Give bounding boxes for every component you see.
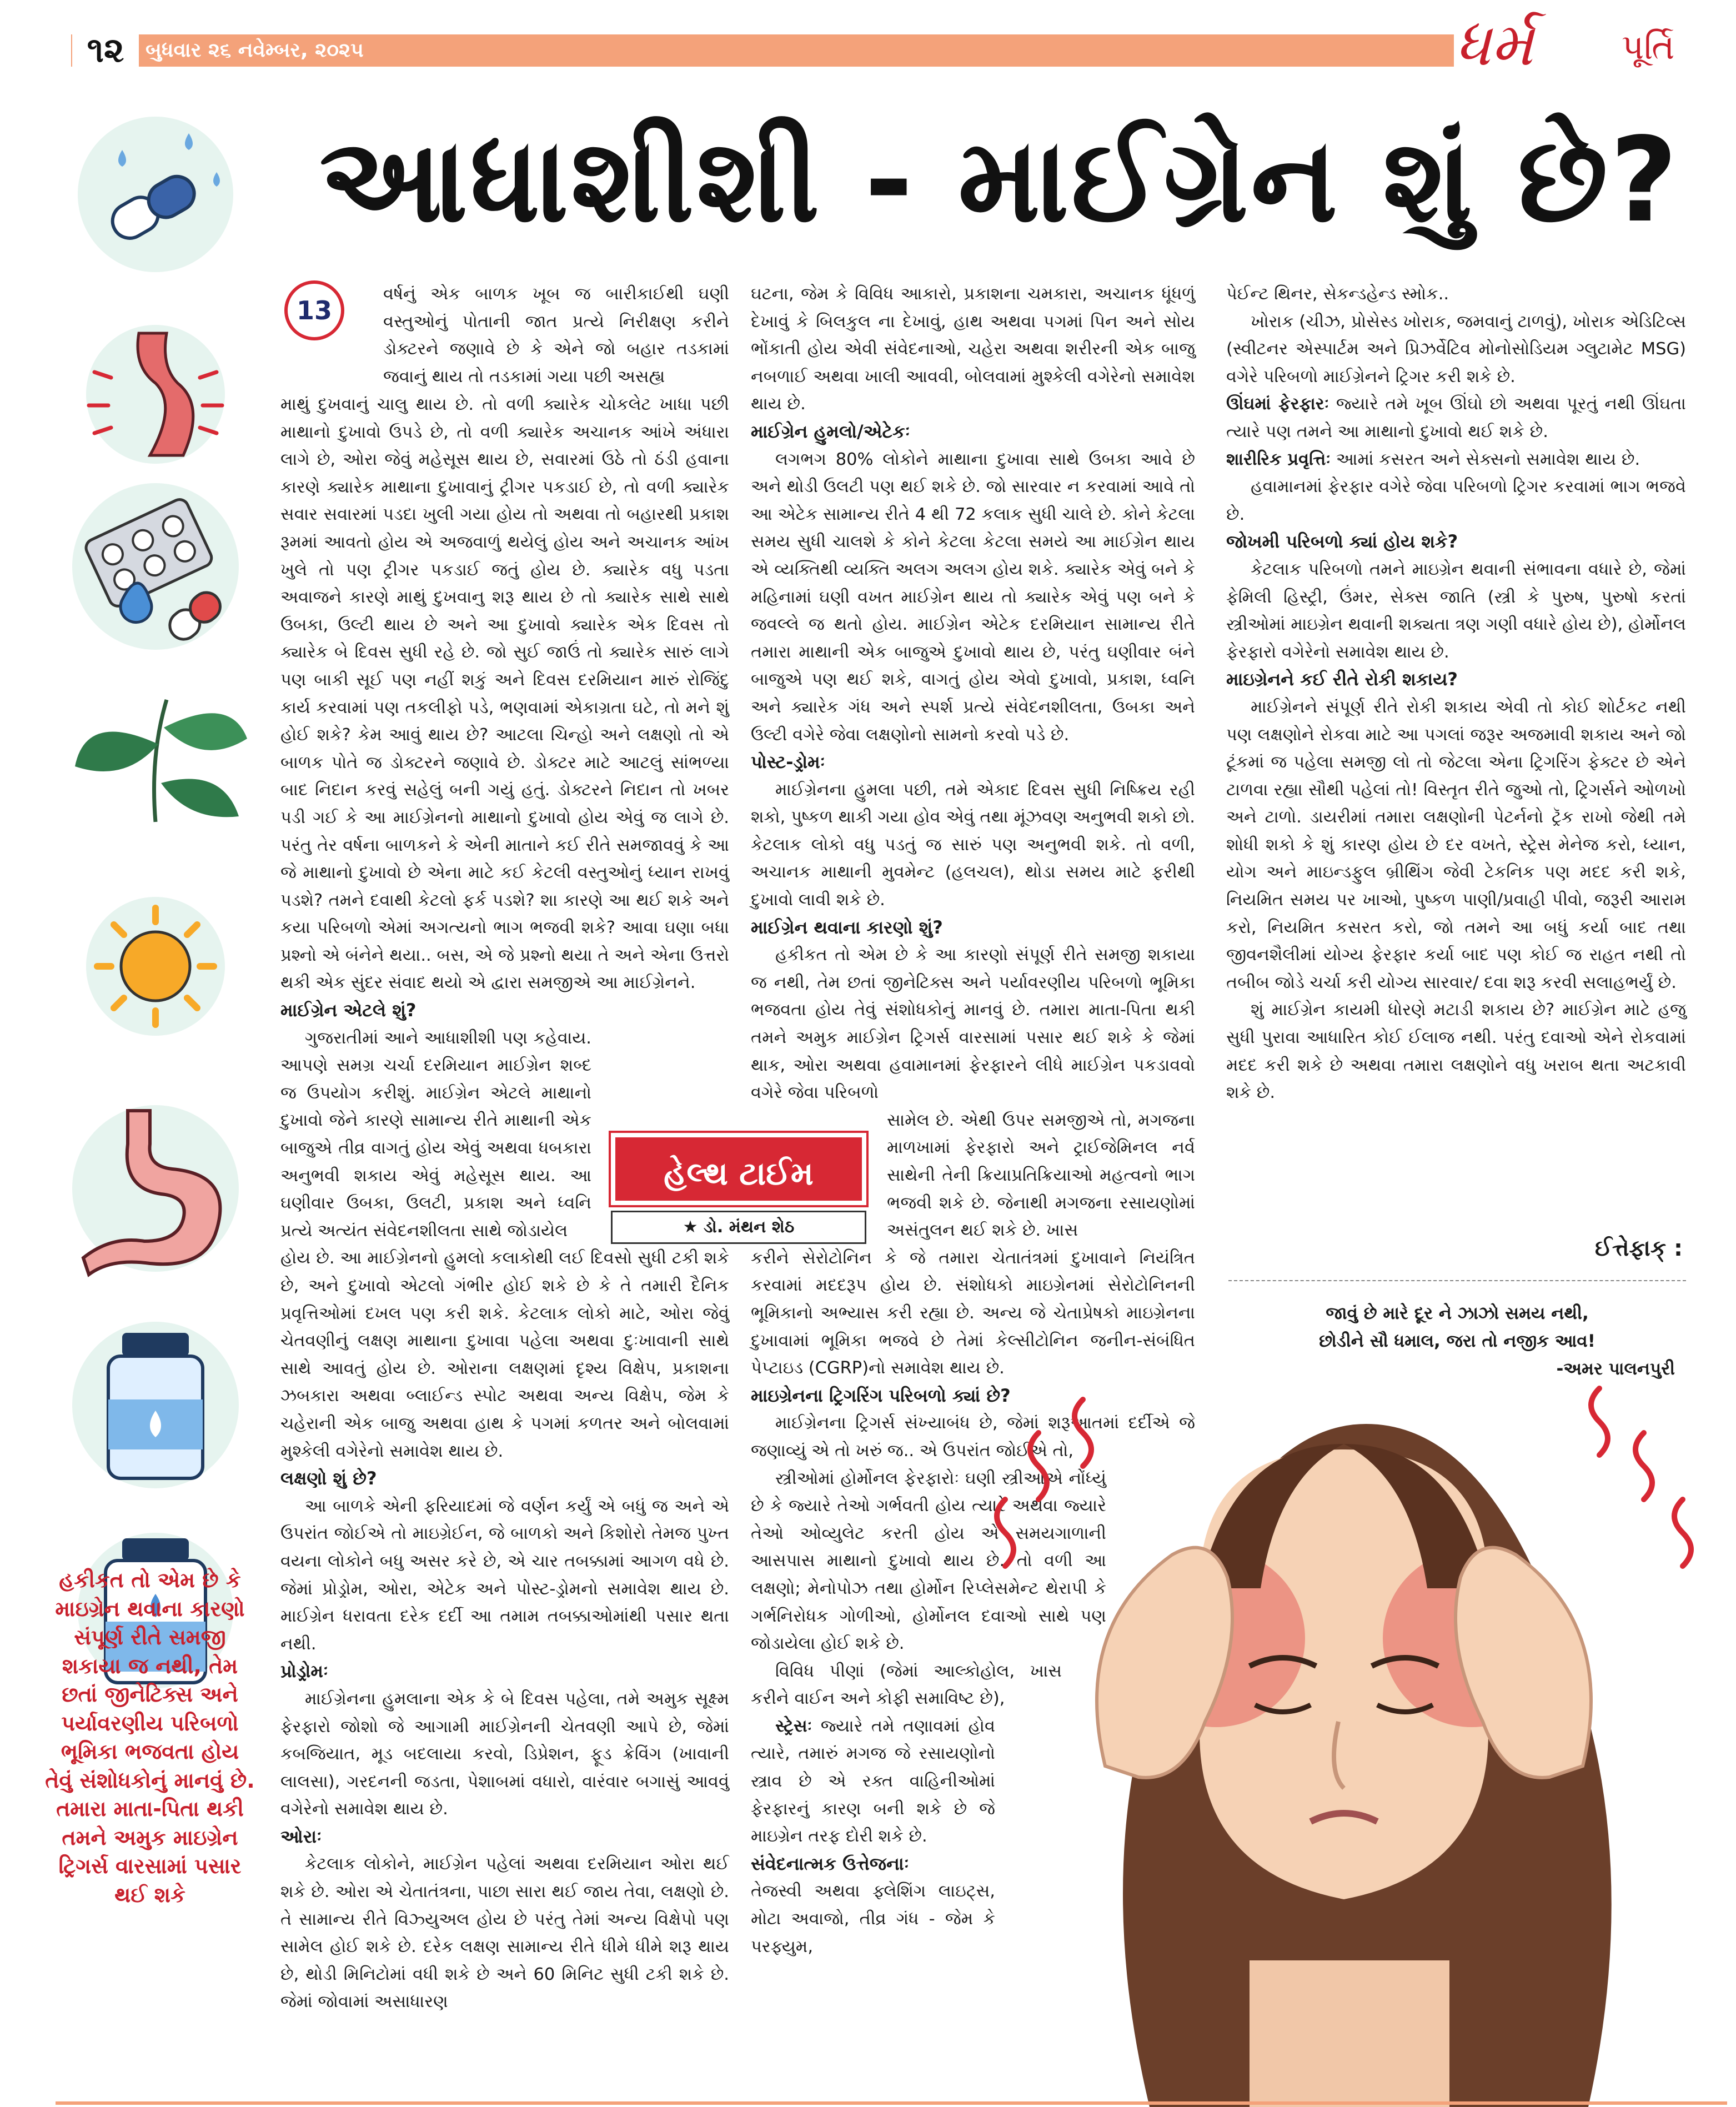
sleep-label: ઊંઘમાં ફેરફારઃ (1226, 394, 1329, 414)
supplement-logo-script: ધર્મ (1455, 10, 1534, 79)
woman-headache-illustration (939, 1377, 1736, 2107)
col2-paragraph: ઘટના, જેમ કે વિવિધ આકારો, પ્રકાશના ચમકારા, અચાનક ધૂંધળું દેખાવું કે બિલકુલ ના દેખાવું, હાથ અથવા પગમાં પિન અને સોય ભોંકાતી હોય એવી સંવેદનાઓ, ચહેરા અથવા શરીરની એક બાજુ નબળાઈ અથવા ખાલી આવવી, બોલવામાં મુશ્કેલી વગેરેનો સમાવેશ થાય છે. (751, 284, 1195, 414)
col3-paragraph: પેઈન્ટ થિનર, સેકન્ડહેન્ડ સ્મોક.. (1226, 284, 1449, 304)
ittefaq-poem (1228, 1300, 1686, 1383)
col3-paragraph: શું માઈગ્રેન કાયમી ધોરણે મટાડી શકાય છે? માઈગ્રેન માટે હજુ સુધી પુરાવા આધારિત કોઈ ઈલાજ નથી. પરંતુ દવાઓ એને રોકવામાં મદદ કરી શકે છે અથવા તમારા લક્ષણોને વધુ ખરાબ થતા અટકાવી શકે છે. (1226, 1000, 1686, 1103)
col3-paragraph: હવામાનમાં ફેરફાર વગેરે જેવા પરિબળો ટ્રિગર કરવામાં ભાગ ભજવે છે. (1226, 477, 1686, 524)
col2-paragraph: કરીને સેરોટોનિન કે જે તમારા ચેતાતંત્રમાં દુખાવાને નિયંત્રિત કરવામાં મદદરૂપ હોય છે. સંશોધકો માઇગ્રેનમાં સેરોટોનિનની ભૂમિકાનો અભ્યાસ કરી રહ્યા છે. અન્ય જે ચેતાપ્રેષકો માઇગ્રેનના દુખાવામાં ભૂમિકા ભજવે છે તેમાં કેલ્સીટોનિન જનીન-સંબંધિત પેપ્ટાઇડ (CGRP)નો સમાવેશ થાય છે. (751, 1248, 1195, 1378)
col2-paragraph: માઈગ્રેનના હુમલા પછી, તમે એકાદ દિવસ સુધી નિષ્ક્રિય રહી શકો, પુષ્કળ થાકી ગયા હોવ એવું તથા મૂંઝવણ અનુભવી શકો છો. કેટલાક લોકો વધુ પડતું જ સારું પણ અનુભવી શકે. તો વળી, અચાનક માથાની મુવમેન્ટ (હલચલ), થોડા સમય માટે ફરીથી દુખાવો લાવી શકે છે. (751, 780, 1195, 910)
issue-number-badge: 13 (284, 280, 344, 340)
section-heading-sensory: સંવેદનાત્મક ઉત્તેજનાઃ (751, 1853, 909, 1874)
activity-label: શારીરિક પ્રવૃત્તિઃ (1226, 449, 1331, 469)
col1-paragraph: હોય છે. આ માઈગ્રેનનો હુમલો કલાકોથી લઈ દિવસો સુધી ટકી શકે છે, અને દુખાવો એટલો ગંભીર હોઈ શકે છે કે તે તમારી દૈનિક પ્રવૃત્તિઓમાં દખલ પણ કરી શકે. કેટલાક લોકો માટે, ઓરા જેવું ચેતવણીનું લક્ષણ માથાના દુખાવા પહેલા અથવા દુઃખાવાની સાથે સાથે આવતું હોય છે. ઓરાના લક્ષણમાં દૃશ્ય વિક્ષેપ, પ્રકાશના ઝબકારા અથવા બ્લાઈન્ડ સ્પોટ અથવા અન્ય વિક્ષેપ, જેમ કે ચહેરાની એક બાજુ અથવા હાથ કે પગમાં કળતર અને બોલવામાં મુશ્કેલી વગેરેનો સમાવેશ થાય છે. (280, 1248, 729, 1461)
pull-quote: હકીકત તો એમ છે કે માઇગ્રેન થવાના કારણો સંપૂર્ણ રીતે સમજી શકાયા જ નથી, તેમ છતાં જીનેટિક્સ અને પર્યાવરણીય પરિબળો ભૂમિકા ભજવતા હોય તેવું સંશોધકોનું માનવું છે. તમારા માતા-પિતા થકી તમને અમુક માઇગ્રેન ટ્રિગર્સ વારસામાં પસાર થઈ શકે (45, 1568, 255, 1907)
col2-paragraph: સ્ત્રીઓમાં હોર્મોનલ ફેરફારોઃ ઘણી સ્ત્રીઓએ નોંધ્યું છે કે જ્યારે તેઓ ગર્ભવતી હોય ત્યારે અથવા જ્યારે તેઓ ઓવ્યુલેટ કરતી હોય એ સમયગાળાની આસપાસ માથાનો દુખાવો થાય છે. તો વળી આ લક્ષણો; મેનોપોઝ તથા હોર્મોન રિપ્લેસમેન્ટ થેરાપી કે ગર્ભનિરોધક ગોળીઓ, હોર્મોનલ દવાઓ સાથે પણ જોડાયેલા હોઈ શકે છે. (751, 1468, 1106, 1654)
page-number: ૧૨ (72, 28, 139, 72)
col2-paragraph: માઈગ્રેનના ટ્રિગર્સ સંખ્યાબંધ છે, જેમાં શરૂઆતમાં દર્દીએ જે જણાવ્યું એ તો ખરું જ.. એ ઉપરાંત જોઈએ તો, (751, 1413, 1195, 1461)
article-column-3 (1226, 280, 1686, 1107)
section-heading-what: માઈગ્રેન એટલે શું? (280, 1000, 417, 1021)
poem-line-2: છોડીને સૌ ધમાલ, જરા તો નજીક આવ! (1319, 1331, 1595, 1351)
section-heading-triggers: માઇગ્રેનના ટ્રિગરિંગ પરિબળો ક્યાં છે? (751, 1384, 1011, 1406)
sun-icon (56, 894, 255, 1039)
col1-paragraph: માઈગ્રેનના હુમલાના એક કે બે દિવસ પહેલા, તમે અમુક સૂક્ષ્મ ફેરફારો જોશો જે આગામી માઈગ્રેનની ચેતવણી આપે છે, જેમાં કબજિયાત, મૂડ બદલાયા કરવો, ડિપ્રેશન, ફૂડ ક્રેવિંગ (ખાવાની લાલસા), ગરદનની જડતા, પેશાબમાં વધારો, વારંવાર બગાસું આવવું વગેરેનો સમાવેશ થાય છે. (280, 1689, 729, 1819)
section-heading-risk: જોખમી પરિબળો ક્યાં હોય શકે? (1226, 531, 1458, 553)
col2-paragraph: સામેલ છે. એથી ઉપર સમજીએ તો, મગજના માળખામાં ફેરફારો અને ટ્રાઈજેમિનલ નર્વ સાથેની તેની ક્રિયાપ્રતિક્રિયાઓ મહત્વનો ભાગ ભજવી શકે છે. જેનાથી મગજના રસાયણોમાં અસંતુલન થઈ શકે છે. ખાસ (887, 1110, 1195, 1241)
col2-paragraph: તેજસ્વી અથવા ફ્લેશિંગ લાઇટ્સ, મોટા અવાજો, તીવ્ર ગંધ - જેમ કે પરફ્યુમ, (751, 1882, 995, 1956)
supplement-logo (1455, 6, 1733, 89)
poem-line-1: જાવું છે મારે દૂર ને ઝાઝો સમય નથી, (1326, 1303, 1589, 1323)
stress-text: જ્યારે તમે તણાવમાં હોવ ત્યારે, તમારું મગજ જે રસાયણોનો સ્ત્રાવ છે એ રક્ત વાહિનીઓમાં ફેરફારનું કારણ બની શકે છે જે માઇગ્રેન તરફ દોરી શકે છે. (751, 1716, 995, 1847)
health-icon-strip (56, 111, 255, 1566)
supplement-logo-word: પૂર્તિ (1622, 27, 1675, 67)
activity-text: આમાં કસરત અને સેક્સનો સમાવેશ થાય છે. (1336, 449, 1640, 469)
bottom-rule (56, 2101, 1727, 2105)
col1-paragraph: ગુજરાતીમાં આને આધાશીશી પણ કહેવાય. આપણે સમગ્ર ચર્ચા દરમિયાન માઈગ્રેન શબ્દ જ ઉપયોગ કરીશું. માઈગ્રેન એટલે માથાનો દુખાવો જેને કારણે સામાન્ય રીતે માથાની એક બાજુએ તીવ્ર વાગતું હોય એવું અથવા ધબકારા અનુભવી શકાય એવું મહેસૂસ થાય. આ ઘણીવાર ઉબકા, ઉલટી, પ્રકાશ અને ધ્વનિ પ્રત્યે અત્યંત સંવેદનશીલતા સાથે જોડાયેલ (280, 1028, 591, 1241)
col3-paragraph (1226, 390, 1686, 445)
capsule-icon (56, 111, 255, 278)
stomach-icon (56, 1100, 255, 1277)
ittefaq-divider (1228, 1280, 1686, 1281)
inflamed-throat-icon (56, 322, 255, 466)
col3-paragraph: ખોરાક (ચીઝ, પ્રોસેસ્ડ ખોરાક, જમવાનું ટાળવું), ખોરાક એડિટિવ્સ (સ્વીટનર એસ્પાર્ટમ અને પ્રિઝર્વેટિવ મોનોસોડિયમ ગ્લુટામેટ MSG) વગેરે પરિબળો માઈગ્રેનને ટ્રિગર કરી શકે છે. (1226, 312, 1686, 387)
health-time-title: હેલ્થ ટાઈમ (611, 1133, 866, 1205)
col1-intro-text: વર્ષનું એક બાળક ખૂબ જ બારીકાઈથી ઘણી વસ્તુઓનું પોતાની જાત પ્રત્યે નિરીક્ષણ કરીને ડોક્ટરને જણાવે છે કે એને જો બહાર તડકામાં જવાનું થાય તો તડકામાં ગયા પછી અસહ્ય (383, 284, 729, 387)
page-title: આધાશીશી - માઈગ્રેન શું છે? (319, 112, 1680, 248)
col3-paragraph: માઈગ્રેનને સંપૂર્ણ રીતે રોકી શકાય એવી તો કોઈ શોર્ટકટ નથી પણ લક્ષણોને રોકવા માટે આ પગલાં જરૂર અજમાવી શકાય અને જો ટૂંકમાં જ પહેલા સમજી લો તો જેટલા એના ટ્રિગરિંગ ફેક્ટર છે એને ટાળવા રહ્યા સૌથી પહેલાં તો! વિસ્તૃત રીતે જુઓ તો, ટ્રિગર્સને ઓળખો અને ટાળો. ડાયરીમાં તમારા લક્ષણોની પેટર્નનો ટ્રૅક રાખો જેથી તમે શોધી શકો કે શું કારણ હોય છે દર વખતે, સ્ટ્રેસ મેનેજ કરો, ધ્યાન, યોગ અને માઇન્ડફુલ બ્રીથિંગ જેવી ટેકનિક પણ મદદ કરી શકે, નિયમિત સમય પર ખાઓ, પુષ્કળ પાણી/પ્રવાહી પીવો, જરૂરી આરામ કરો, નિયમિત કસરત કરો, જો તમને આ બધું કર્યા બાદ તથા જીવનશૈલીમાં યોગ્ય ફેરફાર કર્યા બાદ પણ કોઈ જ રાહત નથી તો તબીબ જોડે ચર્ચા કરી યોગ્ય સારવાર/ દવા શરૂ કરવી સલાહભર્યું છે. (1226, 697, 1686, 992)
header-date: બુધવાર ૨૬ નવેમ્બર, ૨૦૨૫ (145, 39, 364, 62)
poem-author: -અમર પાલનપુરી (1556, 1359, 1675, 1379)
plant-leaves-icon (56, 683, 255, 827)
col2-paragraph: હકીકત તો એમ છે કે આ કારણો સંપૂર્ણ રીતે સમજી શકાયા જ નથી, તેમ છતાં જીનેટિક્સ અને પર્યાવરણીય પરિબળો ભૂમિકા ભજવતા હોય તેવું સંશોધકોનું માનવું છે. તમારા માતા-પિતા થકી તમને અમુક માઈગ્રેન ટ્રિગર્સ વારસામાં પસાર થઈ શકે કે જેમાં થાક, ઓરા અથવા હવામાનમાં ફેરફારને લીધે માઈગ્રેન પકડાવવો વગેરે જેવા પરિબળો (751, 945, 1195, 1103)
col2-paragraph: લગભગ 80% લોકોને માથાના દુખાવા સાથે ઉબકા આવે છે અને થોડી ઉલટી પણ થઈ શકે છે. જો સારવાર ન કરવામાં આવે તો આ એટેક સામાન્ય રીતે 4 થી 72 કલાક સુધી ચાલે છે. કોને કેટલા સમય સુધી ચાલશે કે કોને કેટલા કેટલા સમયે આ માઈગ્રેન થાય એ વ્યક્તિથી વ્યક્તિ અલગ અલગ હોય શકે. ક્યારેક એવું બને કે મહિનામાં ઘણી વખત માઈગ્રેન થાય તો ક્યારેક એવું પણ બને કે જવલ્લે જ થતો હોય. માઈગ્રેન એટેક દરમિયાન સામાન્ય રીતે તમારા માથાની એક બાજુએ દુખાવો થાય છે, પરંતુ ઘણીવાર બંને બાજુએ પણ થઈ શકે, વાગતું હોય એવો દુખાવો, પ્રકાશ, ધ્વનિ અને ક્યારેક ગંધ અને સ્પર્શ પ્રત્યે સંવેદનશીલતા, ઉબકા અને ઉલ્ટી વગેરે જેવા લક્ષણોનો સામનો કરવો પડે છે. (751, 449, 1195, 745)
col1-paragraph: માથું દુખવાનું ચાલુ થાય છે. તો વળી ક્યારેક ચોકલેટ ખાધા પછી માથાનો દુખાવો ઉપડે છે, તો વળી ક્યારેક અચાનક આંખે અંધારા લાગે છે, ઓરા જેવું મહેસૂસ થાય છે, સવારમાં ઉઠે તો ઠંડી હવાના કારણે ક્યારેક માથાના દુખાવાનું ટ્રીગર પકડાઈ છે, તો વળી ક્યારેક સવાર સવારમાં પડદા ખુલી ગયા હોય તો અથવા તો બહારથી પ્રકાશ રૂમમાં આવતો હોય એ અજવાળું થયેલું હોય અને અચાનક આંખ ખુલે તો પણ ટ્રીગર પકડાઈ જતું હોય છે. ક્યારેક વધુ પડતા અવાજને કારણે માથું દુખવાનુ શરૂ થાય છે તો ક્યારેક સાથે સાથે ઉબકા, ઉલ્ટી થાય છે અને આ દુખાવો ક્યારેક એક દિવસ તો ક્યારેક બે દિવસ સુધી રહે છે. જો સુઈ જાઉં તો ક્યારેક સારું લાગે પણ બાકી સૂઈ પણ નહીં શકું અને દિવસ દરમિયાન મારું રોજિંદુ કાર્ય કરવામાં પણ તકલીફો પડે, ભણવામાં એકાગ્રતા ઘટે, તો મને શું હોઈ શકે? કેમ આવું થાય છે? આટલા ચિન્હો અને લક્ષણો તો એ બાળક પોતે જ ડોક્ટરને જણાવે છે. ડોક્ટર માટે આટલું સાંભળ્યા બાદ નિદાન કરવું સહેલું બની ગયું હતું. ડોક્ટરને નિદાન તો ખબર પડી ગઈ કે આ માઈગ્રેનનો માથાનો દુખાવો હોય એવું જ લાગે છે. પરંતુ તેર વર્ષના બાળકને કે એની માતાને કઈ રીતે સમજાવવું કે આ જે માથાનો દુખાવો છે એના માટે કઈ કેટલી વસ્તુઓનું ધ્યાન રાખવું પડશે? તમને દવાથી કેટલો ફર્ક પડશે? શા કારણે આ થઈ શકે અને કયા પરિબળો એમાં અગત્યનો ભાગ ભજવી શકે? આવા ઘણા બધા પ્રશ્નો એ બંનેને થયા.. બસ, એ જે પ્રશ્નો થયા તે અને એના ઉત્તરો થકી એક સુંદર સંવાદ થયો એ દ્વારા સમજીએ આ માઈગ્રેનને. (280, 395, 729, 993)
sleep-text: જ્યારે તમે ખૂબ ઊંઘો છો અથવા પૂરતું નથી ઊંઘતા ત્યારે પણ તમને આ માથાનો દુખાવો થઈ શકે છે. (1226, 394, 1686, 442)
section-heading-postdrome: પોસ્ટ-ડ્રોમઃ (751, 751, 825, 773)
section-heading-aura: ઓરાઃ (280, 1825, 322, 1847)
medicine-bottle-icon (56, 1316, 255, 1494)
col2-paragraph: વિવિધ પીણાં (જેમાં આલ્કોહોલ, ખાસ કરીને વાઈન અને કોફી સમાવિષ્ટ છે), (751, 1661, 1062, 1709)
stress-label: સ્ટ્રેસઃ (775, 1716, 812, 1736)
section-heading-symptoms: લક્ષણો શું છે? (280, 1468, 377, 1489)
section-heading-causes: માઈગ્રેન થવાના કારણો શું? (751, 916, 943, 938)
col1-paragraph: કેટલાક લોકોને, માઈગ્રેન પહેલાં અથવા દરમિયાન ઓરા થઈ શકે છે. ઓરા એ ચેતાતંત્રના, પાછા સારા થઈ જાય તેવા, લક્ષણો છે. તે સામાન્ય રીતે વિઝ્યુઅલ હોય છે પરંતુ તેમાં અન્ય વિક્ષેપો પણ સામેલ હોઈ શકે છે. દરેક લક્ષણ સામાન્ય રીતે ધીમે ધીમે શરૂ થાય છે, થોડી મિનિટોમાં વધી શકે છે અને 60 મિનિટ સુધી ટકી શકે છે. જેમાં જોવામાં અસાધારણ (280, 1854, 729, 2012)
ittefaq-heading: ઈત્તેફાક્ : (1595, 1236, 1683, 1261)
col3-paragraph (1226, 446, 1686, 474)
col3-paragraph: કેટલાક પરિબળો તમને માઇગ્રેન થવાની સંભાવના વધારે છે, જેમાં ફેમિલી હિસ્ટ્રી, ઉંમર, સેક્સ જાતિ (સ્ત્રી કે પુરુષ, પુરુષો કરતાં સ્ત્રીઓમાં માઇગ્રેન થવાની શક્યતા ત્રણ ગણી વધારે હોય છે), હોર્મોનલ ફેરફારો વગેરેનો સમાવેશ થાય છે. (1226, 559, 1686, 662)
section-heading-prevent: માઇગ્રેનને કઈ રીતે રોકી શકાય? (1226, 669, 1458, 690)
author-byline: ★ ડો. મંથન શેઠ (611, 1211, 866, 1244)
section-heading-attack: માઈગ્રેન હુમલો/એટેકઃ (751, 420, 910, 442)
pill-blister-icon (56, 478, 255, 655)
section-heading-prodrome: પ્રોડ્રોમઃ (280, 1660, 329, 1682)
col1-paragraph: આ બાળકે એની ફરિયાદમાં જે વર્ણન કર્યું એ બધું જ અને એ ઉપરાંત જોઈએ તો માઇગ્રેઈન, જે બાળકો અને કિશોરો તેમજ પુખ્ત વયના લોકોને બધુ અસર કરે છે, એ ચાર તબક્કામાં આગળ વધે છે. જેમાં પ્રોડ્રોમ, ઓરા, એટેક અને પોસ્ટ-ડ્રોમનો સમાવેશ થાય છે. માઈગ્રેન ધરાવતા દરેક દર્દી આ તમામ તબક્કાઓમાંથી પસાર થતા નથી. (280, 1496, 729, 1654)
